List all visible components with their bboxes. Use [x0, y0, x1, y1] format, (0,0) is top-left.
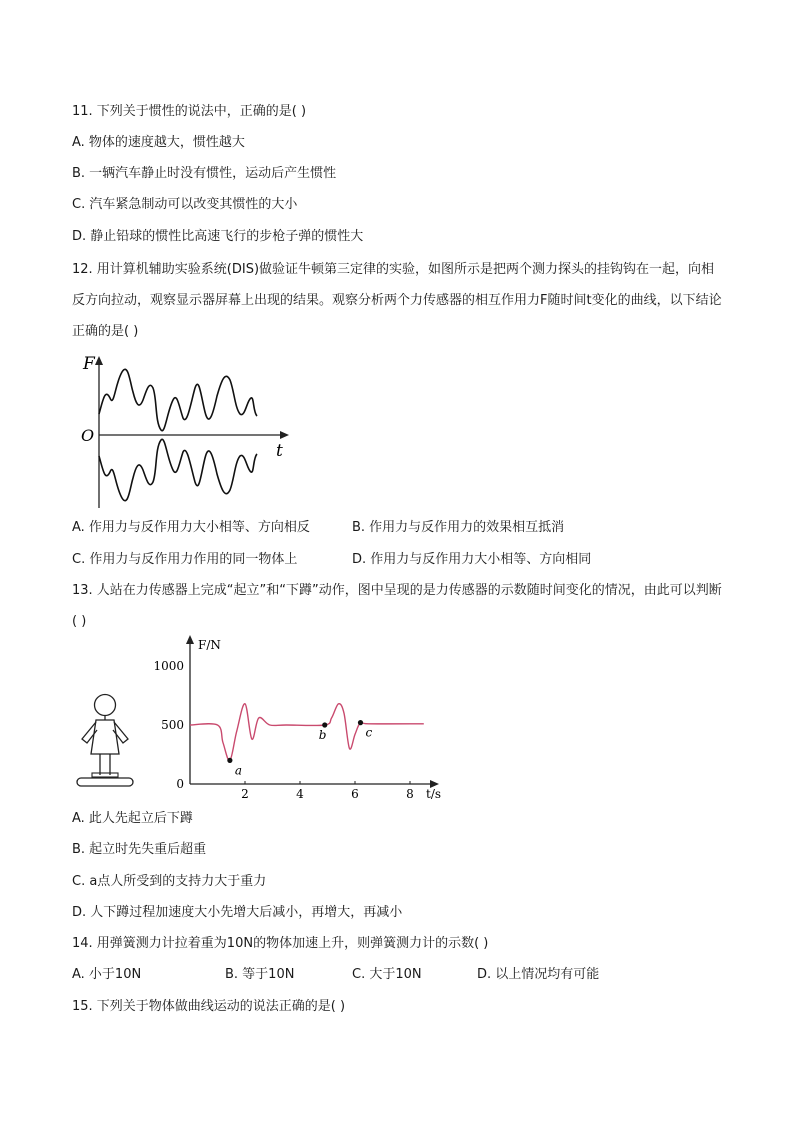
chart-y-arrow: [186, 635, 194, 644]
q12-option-a: A. 作用力与反作用力大小相等、方向相反: [72, 520, 310, 535]
point-label-a: a: [234, 763, 243, 778]
point-label-b: b: [318, 728, 327, 742]
q12-force-time-figure: [75, 352, 295, 512]
x-tick-label: 8: [406, 787, 414, 801]
q14-option-a: A. 小于10N: [72, 967, 142, 982]
point-c: [358, 720, 363, 725]
force-sensor-plate: [77, 778, 133, 786]
q12-x-arrow: [280, 431, 289, 439]
q14-option-c: C. 大于10N: [352, 967, 422, 982]
point-a: [227, 758, 232, 763]
q12-upper-curve: [99, 369, 257, 430]
q14-option-d: D. 以上情况均有可能: [477, 967, 600, 982]
q12-x-axis-label: t: [276, 441, 283, 461]
q12-option-c: C. 作用力与反作用力作用的同一物体上: [72, 552, 298, 567]
q13-option-a: A. 此人先起立后下蹲: [72, 811, 193, 826]
q12-lower-curve: [99, 439, 257, 500]
q12-option-d: D. 作用力与反作用力大小相等、方向相同: [352, 552, 592, 567]
y-tick-label: 0: [176, 777, 184, 791]
q13-stem: 13. 人站在力传感器上完成“起立”和“下蹲”动作，图中呈现的是力传感器的示数随时间变化的情况，由此可以判断( ): [72, 583, 722, 629]
q12-origin-label: O: [81, 426, 95, 445]
point-b: [322, 722, 327, 727]
person-head: [95, 695, 116, 716]
q11-option-c: C. 汽车紧急制动可以改变其惯性的大小: [72, 197, 298, 212]
q14-option-b: B. 等于10N: [225, 967, 295, 982]
q13-option-c: C. a点人所受到的支持力大于重力: [72, 874, 267, 889]
x-tick-label: 6: [351, 787, 359, 801]
q13-option-b: B. 起立时先失重后超重: [72, 842, 207, 857]
y-tick-label: 1000: [153, 659, 184, 673]
q15-stem: 15. 下列关于物体做曲线运动的说法正确的是( ): [72, 999, 346, 1014]
chart-y-label: F/N: [198, 638, 221, 652]
person-body: [91, 720, 119, 754]
y-tick-label: 500: [161, 718, 184, 732]
q11-option-b: B. 一辆汽车静止时没有惯性，运动后产生惯性: [72, 166, 337, 181]
q12-stem: 12. 用计算机辅助实验系统(DIS)做验证牛顿第三定律的实验，如图所示是把两个测力探头的挂钩钩在一起，向相反方向拉动，观察显示器屏幕上出现的结果。观察分析两个力传感器的相互作用力F随时间t变化的曲线，以下结论正确的是( ): [72, 262, 722, 339]
q14-stem: 14. 用弹簧测力计拉着重为10N的物体加速上升，则弹簧测力计的示数( ): [72, 936, 489, 951]
x-tick-label: 2: [241, 787, 249, 801]
q13-option-d: D. 人下蹲过程加速度大小先增大后减小，再增大，再减小: [72, 905, 403, 920]
x-tick-label: 4: [296, 787, 304, 801]
q13-force-time-chart: [150, 630, 450, 802]
q12-option-b: B. 作用力与反作用力的效果相互抵消: [352, 520, 565, 535]
q11-option-d: D. 静止铅球的惯性比高速飞行的步枪子弹的惯性大: [72, 229, 364, 244]
q12-y-arrow: [95, 356, 103, 365]
q11-stem: 11. 下列关于惯性的说法中，正确的是( ): [72, 104, 307, 119]
q13-person-on-sensor-figure: [72, 692, 138, 792]
point-label-c: c: [365, 725, 373, 740]
q11-option-a: A. 物体的速度越大，惯性越大: [72, 135, 245, 150]
chart-x-label: t/s: [426, 787, 442, 801]
sensor-top: [92, 773, 118, 777]
force-curve: [190, 704, 424, 761]
q12-y-axis-label: F: [83, 354, 95, 374]
